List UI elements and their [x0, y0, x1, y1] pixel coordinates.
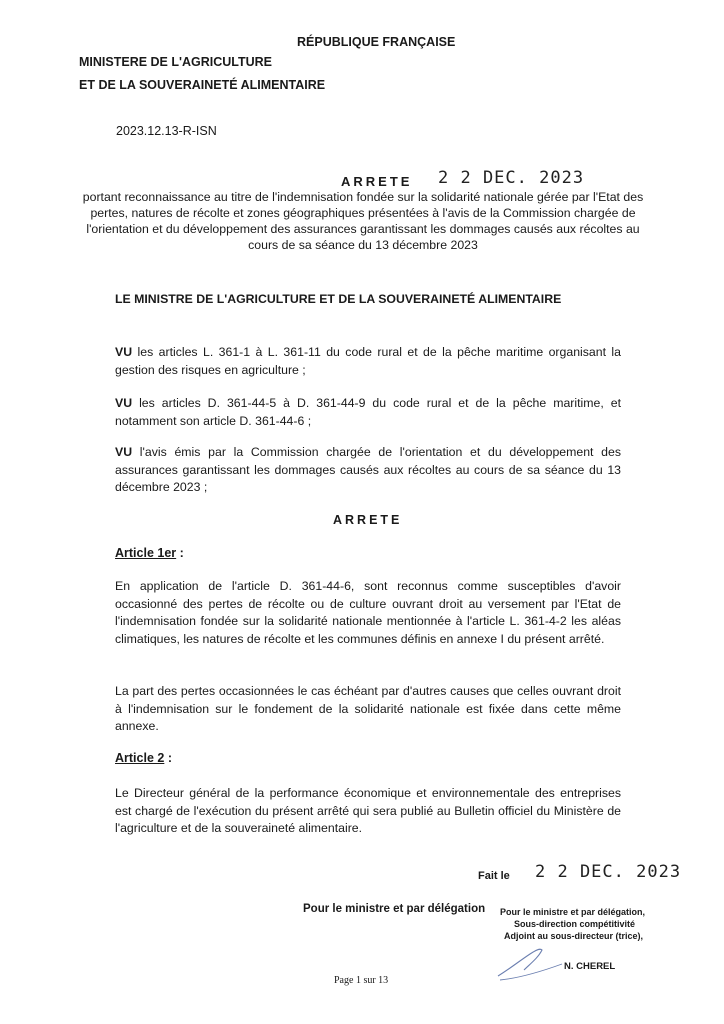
arrete-title: ARRETE [341, 174, 413, 189]
article-1-heading [115, 546, 184, 560]
vu-clause-1 [115, 344, 621, 379]
article-1-paragraph-2: La part des pertes occasionnées le cas échéant par d'autres causes que celles ouvrant droit à l'indemnisation sur le fondement de la solidarité nationale est fixée dans cette même annexe. [115, 684, 621, 733]
signatory-name: N. CHEREL [564, 961, 616, 972]
stamp-line-2: Sous-direction compétitivité [514, 919, 636, 929]
article-2-heading [115, 751, 172, 765]
decree-subject: portant reconnaissance au titre de l'indemnisation fondée sur la solidarité nationale gérée par l'Etat des pertes, natures de récolte et zones géographiques présentées à l'avis de la Commission chargée de l'orientation et du développement des assurances garantissant les dommages causés aux récoltes au cours de sa séance du 13 décembre 2023 [82, 190, 644, 252]
arrete-heading: ARRETE [333, 513, 403, 527]
vu-prefix: VU [115, 396, 133, 410]
stamp-line-1: Pour le ministre et par délégation, [500, 907, 646, 917]
vu-text: les articles D. 361-44-5 à D. 361-44-9 du code rural et de la pêche maritime, et notamment son article D. 361-44-6 ; [115, 396, 621, 428]
article-2-paragraph-1: Le Directeur général de la performance économique et environnementale des entreprises est chargé de l'exécution du présent arrêté qui sera publié au Bulletin officiel du Ministère de l'agriculture et de la souveraineté alimentaire. [115, 786, 621, 835]
article-1-suffix: : [176, 546, 184, 560]
article-1-paragraph-1: En application de l'article D. 361-44-6, sont reconnus comme susceptibles d'avoir occasionné des pertes de récolte ou de culture ouvrant droit au versement par l'Etat de l'indemnisation fondée sur la solidarité nationale mentionnée à l'article L. 361-4-2 les aléas climatiques, les natures de récolte et les communes définis en annexe I du présent arrêté. [115, 579, 621, 646]
article-2-title: Article 2 [115, 751, 165, 765]
ministry-line-1: MINISTERE DE L'AGRICULTURE [79, 55, 273, 69]
vu-prefix: VU [115, 345, 133, 359]
ministry-line-2: ET DE LA SOUVERAINETÉ ALIMENTAIRE [79, 78, 326, 92]
date-stamp-bottom: 2 2 DEC. 2023 [535, 862, 682, 882]
date-stamp-top: 2 2 DEC. 2023 [438, 168, 585, 188]
vu-clause-3 [115, 444, 621, 497]
minister-heading: LE MINISTRE DE L'AGRICULTURE ET DE LA SOUVERAINETÉ ALIMENTAIRE [115, 292, 562, 306]
vu-prefix: VU [115, 445, 133, 459]
page-number: Page 1 sur 13 [334, 975, 389, 986]
delegation-label: Pour le ministre et par délégation [303, 903, 486, 915]
article-1-title: Article 1er [115, 546, 177, 560]
vu-text: les articles L. 361-1 à L. 361-11 du code rural et de la pêche maritime organisant la gestion des risques en agriculture ; [115, 345, 621, 377]
republic-heading: RÉPUBLIQUE FRANÇAISE [297, 35, 456, 49]
article-2-suffix: : [164, 751, 172, 765]
reference-number: 2023.12.13-R-ISN [116, 124, 217, 138]
vu-clause-2 [115, 395, 621, 430]
vu-text: l'avis émis par la Commission chargée de l'orientation et du développement des assurances garantissant les dommages causés aux récoltes au cours de sa séance du 13 décembre 2023 ; [115, 445, 621, 494]
stamp-line-3: Adjoint au sous-directeur (trice), [504, 931, 644, 941]
signature-stamp [500, 906, 670, 942]
fait-le-label: Fait le [478, 870, 510, 882]
